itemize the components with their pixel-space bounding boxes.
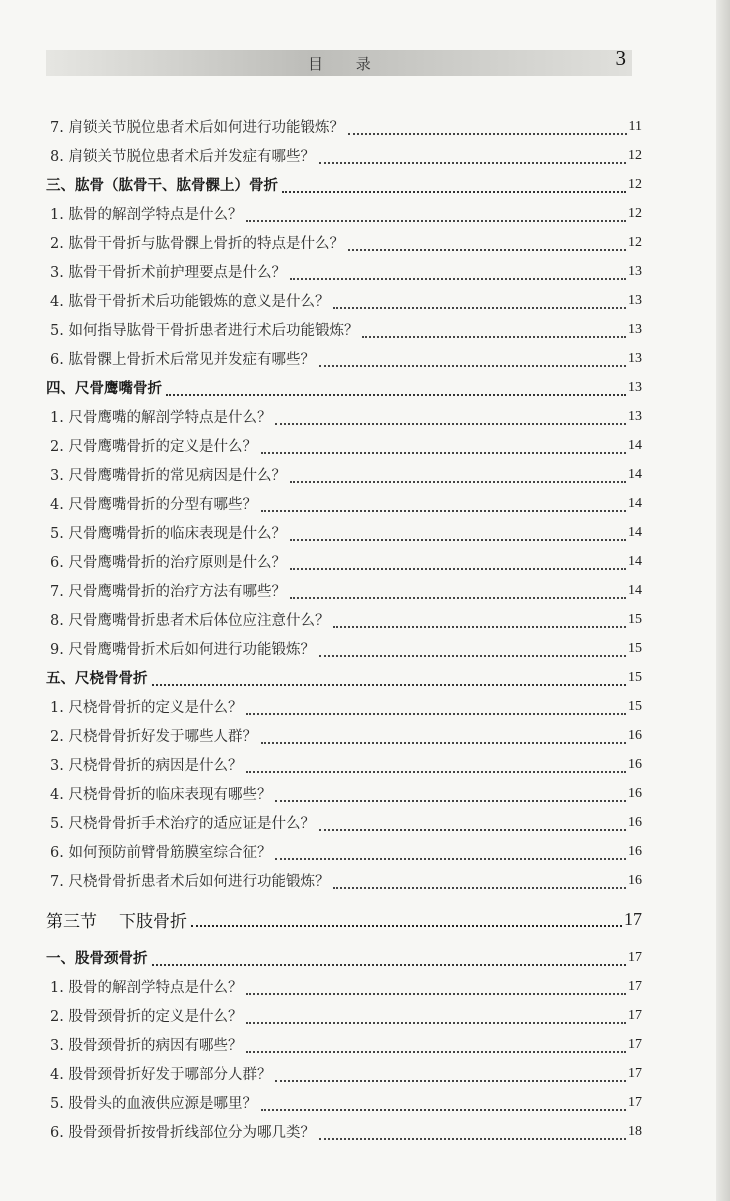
toc-page-number: 12 [628, 234, 642, 250]
leader-dots [319, 355, 626, 367]
toc-page-number: 13 [628, 321, 642, 337]
toc-page-number: 17 [628, 1007, 642, 1023]
toc-page-number: 13 [628, 379, 642, 395]
toc-page-number: 13 [628, 263, 642, 279]
running-header [46, 44, 632, 74]
leader-dots [275, 790, 626, 802]
toc-page-number: 16 [628, 727, 642, 743]
toc-entry-title: 5. 股骨头的血液供应源是哪里？ [50, 1096, 257, 1112]
toc-entry-title: 7. 肩锁关节脱位患者术后如何进行功能锻炼？ [50, 120, 344, 136]
leader-dots [333, 616, 626, 628]
toc-page-number: 12 [628, 176, 642, 192]
leader-dots [362, 326, 626, 338]
toc-page-number: 12 [628, 147, 642, 163]
toc-item-row[interactable] [46, 257, 642, 286]
toc-item-row[interactable] [46, 547, 642, 576]
toc-entry-title: 4. 尺桡骨骨折的临床表现有哪些？ [50, 787, 272, 803]
toc-entry-title: 5. 尺骨鹰嘴骨折的临床表现是什么？ [50, 526, 286, 542]
toc-page-number: 12 [628, 205, 642, 221]
toc-item-row[interactable] [46, 431, 642, 460]
leader-dots [319, 645, 626, 657]
toc-item-row[interactable] [46, 344, 642, 373]
toc-page-number: 17 [628, 1065, 642, 1081]
leader-dots [348, 239, 626, 251]
toc-entry-title: 3. 肱骨干骨折术前护理要点是什么？ [50, 265, 286, 281]
toc-entry-title: 6. 尺骨鹰嘴骨折的治疗原则是什么？ [50, 555, 286, 571]
toc-item-row[interactable] [46, 1059, 642, 1088]
toc-page-number: 17 [628, 949, 642, 965]
toc-page-number: 15 [628, 611, 642, 627]
toc-item-row[interactable] [46, 460, 642, 489]
leader-dots [348, 123, 627, 135]
toc-page-number: 17 [624, 908, 642, 929]
toc-page-number: 17 [628, 1094, 642, 1110]
toc-item-row[interactable] [46, 1001, 642, 1030]
toc-entry-title: 4. 股骨颈骨折好发于哪部分人群？ [50, 1067, 272, 1083]
toc-entry-title: 9. 尺骨鹰嘴骨折术后如何进行功能锻炼？ [50, 642, 315, 658]
leader-dots [290, 268, 626, 280]
toc-entry-title: 三、肱骨（肱骨干、肱骨髁上）骨折 [46, 178, 278, 194]
toc-item-row[interactable] [46, 402, 642, 431]
toc-item-row[interactable] [46, 228, 642, 257]
leader-dots [166, 384, 626, 396]
toc-entry-title: 2. 肱骨干骨折与肱骨髁上骨折的特点是什么？ [50, 236, 344, 252]
toc-item-row[interactable] [46, 634, 642, 663]
toc-chapter-title: 下肢骨折 [119, 911, 187, 932]
toc-entry-title: 1. 尺骨鹰嘴的解剖学特点是什么？ [50, 410, 272, 426]
table-of-contents [46, 112, 642, 1146]
leader-dots [261, 1099, 626, 1111]
toc-entry-title: 7. 尺桡骨骨折患者术后如何进行功能锻炼？ [50, 874, 330, 890]
toc-page-number: 14 [628, 582, 642, 598]
leader-dots [275, 848, 626, 860]
toc-page-number: 15 [628, 698, 642, 714]
toc-section-row[interactable] [46, 663, 642, 692]
toc-page-number: 13 [628, 408, 642, 424]
toc-page-number: 17 [628, 978, 642, 994]
toc-chapter-row[interactable] [46, 895, 642, 943]
toc-page-number: 16 [628, 785, 642, 801]
toc-page-number: 16 [628, 872, 642, 888]
header-title: 目 录 [308, 55, 385, 73]
leader-dots [319, 152, 626, 164]
leader-dots [333, 297, 626, 309]
toc-entry-title: 4. 肱骨干骨折术后功能锻炼的意义是什么？ [50, 294, 330, 310]
toc-entry-title: 6. 如何预防前臂骨筋膜室综合征？ [50, 845, 272, 861]
toc-page-number: 14 [628, 437, 642, 453]
leader-dots [275, 1070, 626, 1082]
leader-dots [246, 1012, 626, 1024]
toc-entry-title: 一、股骨颈骨折 [46, 951, 148, 967]
leader-dots [261, 500, 626, 512]
toc-entry-title: 4. 尺骨鹰嘴骨折的分型有哪些？ [50, 497, 257, 513]
leader-dots [261, 442, 626, 454]
leader-dots [333, 877, 626, 889]
toc-entry-title: 五、尺桡骨骨折 [46, 671, 148, 687]
leader-dots [246, 983, 626, 995]
toc-page-number: 16 [628, 843, 642, 859]
leader-dots [275, 413, 626, 425]
leader-dots [319, 819, 626, 831]
toc-page-number: 14 [628, 495, 642, 511]
toc-entry-title: 7. 尺骨鹰嘴骨折的治疗方法有哪些？ [50, 584, 286, 600]
toc-item-row[interactable] [46, 286, 642, 315]
toc-page-number: 13 [628, 350, 642, 366]
toc-item-row[interactable] [46, 605, 642, 634]
toc-page-number: 14 [628, 466, 642, 482]
toc-item-row[interactable] [46, 692, 642, 721]
toc-item-row[interactable] [46, 141, 642, 170]
toc-item-row[interactable] [46, 972, 642, 1001]
header-page-number: 3 [615, 46, 626, 70]
toc-page-number: 17 [628, 1036, 642, 1052]
leader-dots [282, 181, 626, 193]
toc-entry-title: 2. 尺骨鹰嘴骨折的定义是什么？ [50, 439, 257, 455]
toc-entry-title: 8. 肩锁关节脱位患者术后并发症有哪些？ [50, 149, 315, 165]
toc-page-number: 11 [628, 118, 642, 134]
toc-item-row[interactable] [46, 837, 642, 866]
toc-entry-title: 3. 尺骨鹰嘴骨折的常见病因是什么？ [50, 468, 286, 484]
toc-item-row[interactable] [46, 808, 642, 837]
leader-dots [246, 703, 626, 715]
toc-item-row[interactable] [46, 866, 642, 895]
leader-dots [246, 1041, 626, 1053]
toc-item-row[interactable] [46, 576, 642, 605]
toc-item-row[interactable] [46, 199, 642, 228]
leader-dots [152, 674, 627, 686]
toc-entry-title: 1. 尺桡骨骨折的定义是什么？ [50, 700, 243, 716]
leader-dots [152, 954, 627, 966]
toc-page-number: 15 [628, 640, 642, 656]
toc-entry-title: 5. 尺桡骨骨折手术治疗的适应证是什么？ [50, 816, 315, 832]
toc-entry-title: 5. 如何指导肱骨干骨折患者进行术后功能锻炼？ [50, 323, 359, 339]
leader-dots [246, 210, 626, 222]
toc-item-row[interactable] [46, 112, 642, 141]
toc-item-row[interactable] [46, 1088, 642, 1117]
leader-dots [290, 587, 626, 599]
leader-dots [290, 471, 626, 483]
page-edge [716, 0, 730, 1201]
toc-entry-title: 1. 肱骨的解剖学特点是什么？ [50, 207, 243, 223]
toc-section-row[interactable] [46, 170, 642, 199]
toc-item-row[interactable] [46, 779, 642, 808]
toc-entry-title: 2. 尺桡骨骨折好发于哪些人群？ [50, 729, 257, 745]
toc-section-row[interactable] [46, 943, 642, 972]
toc-entry-title: 2. 股骨颈骨折的定义是什么？ [50, 1009, 243, 1025]
leader-dots [290, 558, 626, 570]
toc-entry-title: 3. 尺桡骨骨折的病因是什么？ [50, 758, 243, 774]
leader-dots [191, 915, 622, 927]
toc-entry-title: 1. 股骨的解剖学特点是什么？ [50, 980, 243, 996]
toc-page-number: 14 [628, 553, 642, 569]
toc-item-row[interactable] [46, 489, 642, 518]
toc-page-number: 16 [628, 814, 642, 830]
toc-entry-title: 3. 股骨颈骨折的病因有哪些？ [50, 1038, 243, 1054]
toc-item-row[interactable] [46, 721, 642, 750]
leader-dots [261, 732, 626, 744]
toc-page-number: 14 [628, 524, 642, 540]
toc-page-number: 16 [628, 756, 642, 772]
toc-entry-title: 8. 尺骨鹰嘴骨折患者术后体位应注意什么？ [50, 613, 330, 629]
toc-item-row[interactable] [46, 1117, 642, 1146]
toc-entry-title: 四、尺骨鹰嘴骨折 [46, 381, 162, 397]
toc-item-row[interactable] [46, 518, 642, 547]
toc-item-row[interactable] [46, 750, 642, 779]
toc-page-number: 13 [628, 292, 642, 308]
leader-dots [319, 1128, 626, 1140]
leader-dots [290, 529, 626, 541]
toc-page-number: 15 [628, 669, 642, 685]
toc-entry-title: 第三节 [46, 911, 97, 932]
toc-entry-title: 6. 肱骨髁上骨折术后常见并发症有哪些？ [50, 352, 315, 368]
toc-page-number: 18 [628, 1123, 642, 1139]
toc-section-row[interactable] [46, 373, 642, 402]
toc-item-row[interactable] [46, 1030, 642, 1059]
toc-item-row[interactable] [46, 315, 642, 344]
toc-entry-title: 6. 股骨颈骨折按骨折线部位分为哪几类？ [50, 1125, 315, 1141]
leader-dots [246, 761, 626, 773]
